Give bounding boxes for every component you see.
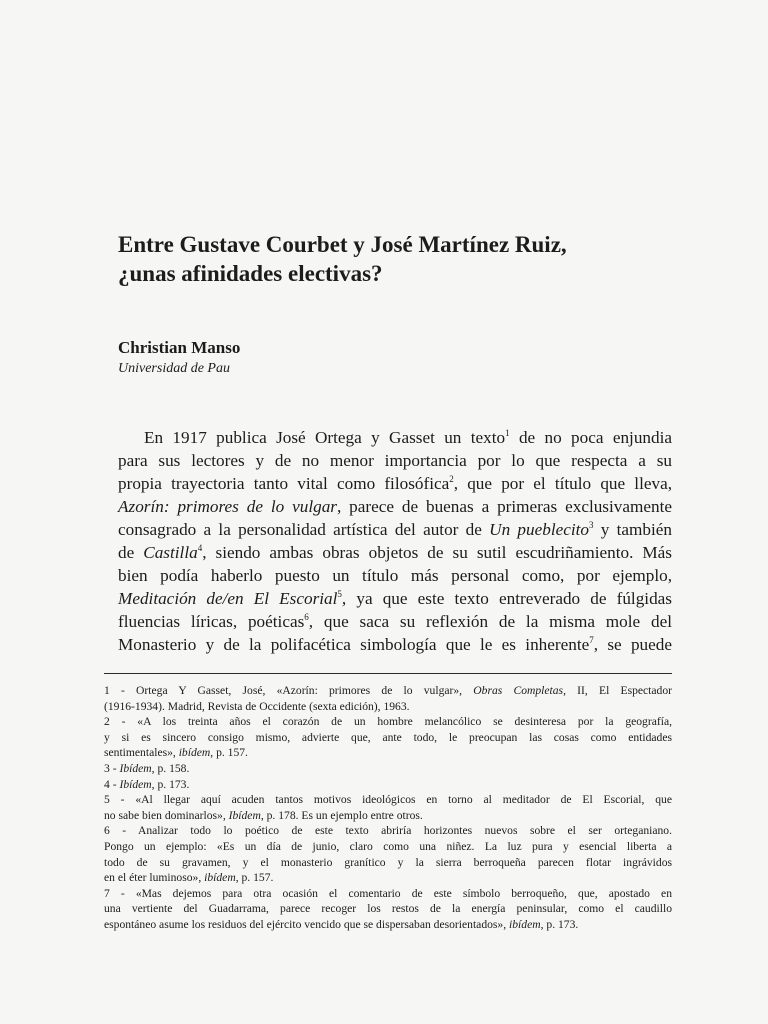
body-line: bien podía haberlo puesto un título más personal como, por ejemplo, — [118, 566, 672, 585]
author-affiliation: Universidad de Pau — [118, 361, 230, 376]
body-line — [118, 610, 672, 633]
footnote-ref: 5 — [337, 589, 342, 599]
text-run: , p. 178. Es un ejemplo entre otros. — [260, 808, 423, 822]
italic-title: ibídem — [178, 746, 211, 760]
text-run: , II, El Espectador — [563, 684, 672, 697]
footnote-line: 6 - Analizar todo lo poético de este texto abriría horizontes nuevos sobre el ser orteganiano. — [104, 824, 672, 838]
footnote-ref: 3 — [589, 520, 594, 530]
title-line-1: Entre Gustave Courbet y José Martínez Ruiz, — [118, 232, 567, 257]
author-name: Christian Manso — [118, 338, 241, 357]
footnote-line: (1916-1934). Madrid, Revista de Occidente (sexta edición), 1963. — [104, 699, 410, 713]
italic-title: Castilla — [143, 543, 198, 562]
text-run: , ya que este texto entreverado de fúlgidas — [341, 589, 672, 608]
text-run: , que por el título que lleva, — [453, 474, 673, 493]
text-run: En 1917 publica José Ortega y Gasset un texto — [144, 428, 506, 447]
body-line — [118, 633, 672, 656]
italic-title: ibídem — [509, 917, 541, 931]
italic-title: Ibídem — [119, 761, 152, 775]
footnotes — [104, 683, 672, 933]
text-run: propia trayectoria tanto vital como filosófica — [118, 474, 450, 493]
body-line — [118, 495, 672, 518]
footnote-line: una vertiente del Guadarrama, parece recoger los restos de la energía peninsular, como el caudillo — [104, 902, 672, 916]
footnote-line: 2 - «A los treinta años el corazón de un hombre melancólico se desinteresa por la geografía, — [104, 715, 672, 729]
text-run: , parece de buenas a primeras exclusivamente — [336, 497, 672, 516]
title-line-2: ¿unas afinidades electivas? — [118, 261, 383, 286]
italic-title: Un pueblecito — [489, 520, 590, 539]
text-run: , se puede — [593, 635, 673, 654]
footnote-line — [104, 761, 672, 777]
author-block — [118, 337, 658, 379]
footnote-line: 5 - «Al llegar aquí acuden tantos motivos ideológicos en torno al meditador de El Escorial, que — [104, 793, 672, 807]
footnote-line — [104, 777, 672, 793]
footnote-separator — [104, 673, 672, 674]
footnote-ref: 2 — [449, 474, 454, 484]
text-run: sentimentales», — [104, 746, 179, 760]
footnote-line: todo de su gravamen, y el monasterio granítico y la sierra berroqueña parecen flotar ingrávidos — [104, 855, 672, 869]
article-title — [118, 230, 658, 288]
footnote-line — [104, 745, 672, 761]
italic-title: Azorín: primores de lo vulgar — [118, 497, 337, 516]
text-run: espontáneo asume los residuos del ejército vencido que se dispersaban desorientados», — [104, 917, 510, 931]
footnote-line: 7 - «Mas dejemos para otra ocasión el comentario de este símbolo berroqueño, que, apostado en — [104, 886, 672, 900]
italic-title: ibídem — [204, 871, 236, 885]
text-run: consagrado a la personalidad artística del autor de — [118, 520, 490, 539]
body-line: para sus lectores y de no menor importancia por lo que respecta a su — [118, 451, 672, 470]
text-run: , siendo ambas obras objetos de su sutil escudriñamiento. Más — [202, 543, 672, 562]
footnote-line: Pongo un ejemplo: «Es un día de junio, claro como una niñez. La luz pura y esencial liberta a — [104, 839, 672, 853]
text-run: , p. 173. — [151, 777, 190, 791]
text-run: y también — [593, 520, 672, 539]
text-run: 3 - — [104, 761, 120, 775]
body-paragraph — [118, 426, 672, 656]
text-run: 1 - Ortega Y Gasset, José, «Azorín: primores de lo vulgar», — [104, 684, 474, 697]
text-run: Monasterio y de la polifacética simbología que le es inherente — [118, 635, 590, 654]
body-line — [118, 518, 672, 541]
italic-title: Ibídem — [119, 777, 152, 791]
text-run: 4 - — [104, 777, 120, 791]
footnote-ref: 4 — [197, 543, 203, 553]
text-run: en el éter luminoso», — [104, 871, 205, 885]
text-run: , p. 173. — [540, 917, 579, 931]
body-line — [118, 587, 672, 610]
body-line — [118, 541, 672, 564]
italic-title: Obras Completas — [473, 684, 564, 697]
text-run: fluencias líricas, poéticas — [118, 612, 305, 631]
footnote-ref: 7 — [589, 635, 594, 645]
footnote-line — [104, 917, 672, 933]
text-run: de — [118, 543, 144, 562]
italic-title: Meditación de/en El Escorial — [118, 589, 338, 608]
text-run: , p. 157. — [235, 871, 274, 885]
text-run: no sabe bien dominarlos», — [104, 808, 229, 822]
footnote-ref: 6 — [304, 612, 309, 622]
footnote-line: y si es sincero consigo mismo, advierte que, ante todo, le preocupan las cosas como entidades — [104, 730, 672, 744]
text-run: , que saca su reflexión de la misma mole del — [308, 612, 672, 631]
footnote-ref: 1 — [505, 428, 510, 438]
text-run: , p. 157. — [210, 746, 248, 760]
footnote-line — [104, 808, 672, 824]
body-line — [118, 472, 672, 495]
text-run: , p. 158. — [151, 761, 190, 775]
footnote-line — [104, 870, 672, 886]
italic-title: Ibídem — [228, 808, 261, 822]
footnote-line — [104, 683, 672, 699]
body-line — [118, 426, 672, 449]
text-run: de no poca enjundia — [509, 428, 673, 447]
